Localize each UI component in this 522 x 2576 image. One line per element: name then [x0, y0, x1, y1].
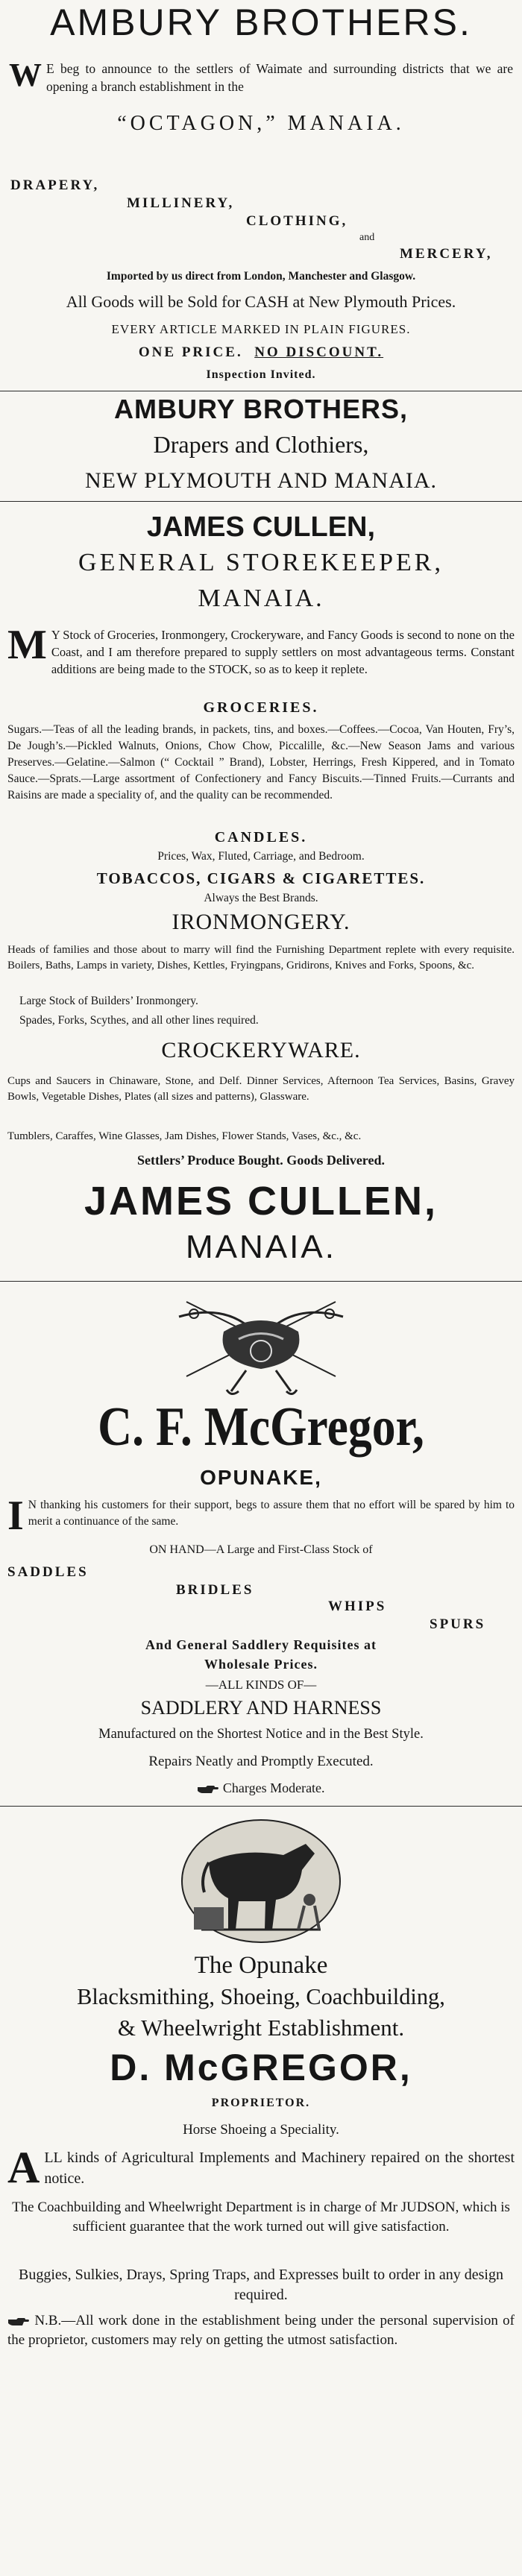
- ambury-price-line: [0, 344, 522, 361]
- cullen-tumblers: Tumblers, Caraffes, Wine Glasses, Jam Dishes, Flower Stands, Vases, &c., &c.: [7, 1130, 362, 1142]
- ambury-marked: EVERY ARTICLE MARKED IN PLAIN FIGURES.: [111, 322, 411, 336]
- ambury-millinery: MILLINERY,: [127, 195, 235, 211]
- cf-mcgregor-ad: [0, 1284, 522, 1865]
- cullen-tobaccos-heading: TOBACCOS, CIGARS & CIGARETTES.: [96, 869, 426, 887]
- pointing-hand-icon: [7, 2317, 30, 2327]
- cf-mcgregor-repairs: Repairs Neatly and Promptly Executed.: [148, 1754, 374, 1769]
- cullen-candles: Prices, Wax, Fluted, Carriage, and Bedroom.: [157, 850, 365, 863]
- cullen-footer-place: MANAIA.: [186, 1229, 336, 1265]
- cf-mcgregor-whips: WHIPS: [328, 1599, 387, 1614]
- d-mcgregor-coach: The Coachbuilding and Wheelwright Department is in charge of Mr JUDSON, which is sufficient guarantee that the work turned out will give satisfaction.: [12, 2199, 510, 2235]
- cullen-tobaccos: Always the Best Brands.: [204, 892, 318, 904]
- cf-mcgregor-all-kinds: —ALL KINDS OF—: [205, 1678, 317, 1692]
- cf-mcgregor-place: OPUNAKE,: [200, 1466, 322, 1489]
- divider-1: [0, 501, 522, 502]
- d-mcgregor-all-dropcap: A: [7, 2143, 40, 2192]
- blacksmith-horse-illustration-icon: [179, 1818, 343, 1944]
- cf-mcgregor-manufactured: Manufactured on the Shortest Notice and in the Best Style.: [98, 1727, 424, 1742]
- ambury-footer: [0, 394, 522, 493]
- d-mcgregor-horse: Horse Shoeing a Speciality.: [183, 2122, 339, 2138]
- pointing-hand-icon: [197, 1784, 219, 1795]
- cullen-ironmongery: Heads of families and those about to marry will find the Furnishing Department replete with every requisite. Boilers, Baths, Lamps in variety, Dishes, Kettles, Fryingpans, Gridirons, Knives and Forks, Spoons, &c.: [7, 944, 515, 971]
- cf-mcgregor-intro: I N thanking his customers for their support, begs to assure them that no effort will be spared by him to merit a continuance of the same.: [7, 1493, 515, 1539]
- ambury-intro-dropcap: W: [9, 57, 42, 93]
- ambury-brothers-ad: [0, 0, 522, 401]
- d-mcgregor-ad: [0, 1810, 522, 2575]
- ambury-towns: NEW PLYMOUTH AND MANAIA.: [84, 468, 438, 493]
- d-mcgregor-all: A LL kinds of Agricultural Implements and Machinery repaired on the shortest notice.: [7, 2143, 515, 2192]
- cf-mcgregor-spurs: SPURS: [430, 1616, 486, 1632]
- ambury-one-price: ONE PRICE.: [138, 344, 243, 360]
- cullen-crockeryware-heading: CROCKERYWARE.: [161, 1038, 361, 1062]
- cf-mcgregor-saddles: SADDLES: [7, 1564, 89, 1580]
- cullen-groceries-heading: GROCERIES.: [203, 699, 319, 716]
- ambury-trade: Drapers and Clothiers,: [153, 431, 369, 458]
- cf-mcgregor-intro-dropcap: I: [7, 1493, 24, 1539]
- ambury-name: AMBURY BROTHERS,: [113, 394, 409, 424]
- cf-mcgregor-charges: Charges Moderate.: [222, 1780, 325, 1795]
- cf-mcgregor-charges-line: [0, 1780, 522, 1796]
- ambury-imported: Imported by us direct from London, Manchester and Glasgow.: [106, 270, 416, 283]
- ambury-no-discount: NO DISCOUNT.: [254, 344, 384, 360]
- ambury-inspection: Inspection Invited.: [206, 368, 316, 381]
- cf-mcgregor-wholesale: Wholesale Prices.: [204, 1657, 318, 1672]
- cullen-groceries: Sugars.—Teas of all the leading brands, in packets, tins, and boxes.—Coffees.—Cocoa, Van Houten, Fry’s, De Jough’s.—Pickled Walnuts, Onions, Chow Chow, Piccalille, &c.—New Season Jams and various Preserves.—Gelatine.—Salmon (“ Cocktail ” Brand), Lobster, Herrings, Fresh Kippered, and in Tomato Sauce.—Sprats.—Large assortment of Confectionery and Fancy Biscuits.—Tinned Fruits.—Currants and Raisins are made a speciality of, and the quality can be recommended.: [7, 723, 515, 802]
- ambury-clothing: CLOTHING,: [246, 213, 348, 229]
- cullen-builders: Large Stock of Builders’ Ironmongery.: [19, 995, 198, 1007]
- cf-mcgregor-bridles: BRIDLES: [176, 1582, 254, 1598]
- cullen-crockeryware: Cups and Saucers in Chinaware, Stone, and Delf. Dinner Services, Afternoon Tea Services, Basins, Gravey Bowls, Vegetable Dishes, Plates (all sizes and patterns), Glassware.: [7, 1075, 515, 1103]
- cullen-intro: M Y Stock of Groceries, Ironmongery, Crockeryware, and Fancy Goods is second to none on the Coast, and I am therefore prepared to supply settlers on most advantageous terms. Constant additions are being made to the STOCK, so as to keep it replete.: [7, 622, 515, 676]
- cf-mcgregor-on-hand: ON HAND—A Large and First-Class Stock of: [149, 1543, 373, 1556]
- ambury-location: “OCTAGON,” MANAIA.: [117, 112, 405, 135]
- cullen-spades: Spades, Forks, Scythes, and all other lines required.: [19, 1014, 259, 1027]
- cullen-ironmongery-heading: IRONMONGERY.: [172, 910, 350, 934]
- d-mcgregor-buggies: Buggies, Sulkies, Drays, Spring Traps, and Expresses built to order in any design required.: [19, 2267, 503, 2303]
- d-mcgregor-line2: Blacksmithing, Shoeing, Coachbuilding,: [77, 1983, 445, 2009]
- cullen-subtitle: GENERAL STOREKEEPER,: [78, 549, 444, 576]
- d-mcgregor-proprietor: PROPRIETOR.: [211, 2097, 311, 2109]
- ambury-cash: All Goods will be Sold for CASH at New Plymouth Prices.: [66, 292, 456, 311]
- divider-2: [0, 1281, 522, 1282]
- ambury-drapery: DRAPERY,: [10, 177, 100, 193]
- james-cullen-ad: [0, 507, 522, 1342]
- cullen-footer-name: JAMES CULLEN,: [84, 1179, 438, 1224]
- cf-mcgregor-saddlery: SADDLERY AND HARNESS: [140, 1697, 382, 1719]
- cf-mcgregor-name: C. F. McGregor,: [98, 1396, 424, 1458]
- d-mcgregor-line1: The Opunake: [194, 1952, 328, 1979]
- divider-3: [0, 1806, 522, 1807]
- d-mcgregor-line3: & Wheelwright Establishment.: [117, 2015, 405, 2041]
- ambury-and: and: [359, 232, 375, 243]
- ambury-mercery: MERCERY,: [400, 246, 493, 262]
- ambury-intro: W E beg to announce to the settlers of Waimate and surrounding districts that we are opening a branch establishment in the: [9, 57, 513, 94]
- cf-mcgregor-requisites: And General Saddlery Requisites at: [145, 1637, 377, 1652]
- d-mcgregor-name: D. McGREGOR,: [110, 2047, 412, 2088]
- cullen-name: JAMES CULLEN,: [146, 511, 376, 543]
- ambury-title: AMBURY BROTHERS.: [50, 1, 472, 43]
- d-mcgregor-nb: N.B.—All work done in the establishment being under the personal supervision of the proprietor, customers may rely on getting the utmost satisfaction.: [7, 2313, 515, 2348]
- cullen-candles-heading: CANDLES.: [214, 829, 308, 845]
- cullen-intro-dropcap: M: [7, 622, 47, 668]
- saddle-emblem-icon: [164, 1287, 358, 1399]
- cullen-place: MANAIA.: [198, 585, 324, 612]
- cullen-produce: Settlers’ Produce Bought. Goods Delivered.: [137, 1153, 385, 1168]
